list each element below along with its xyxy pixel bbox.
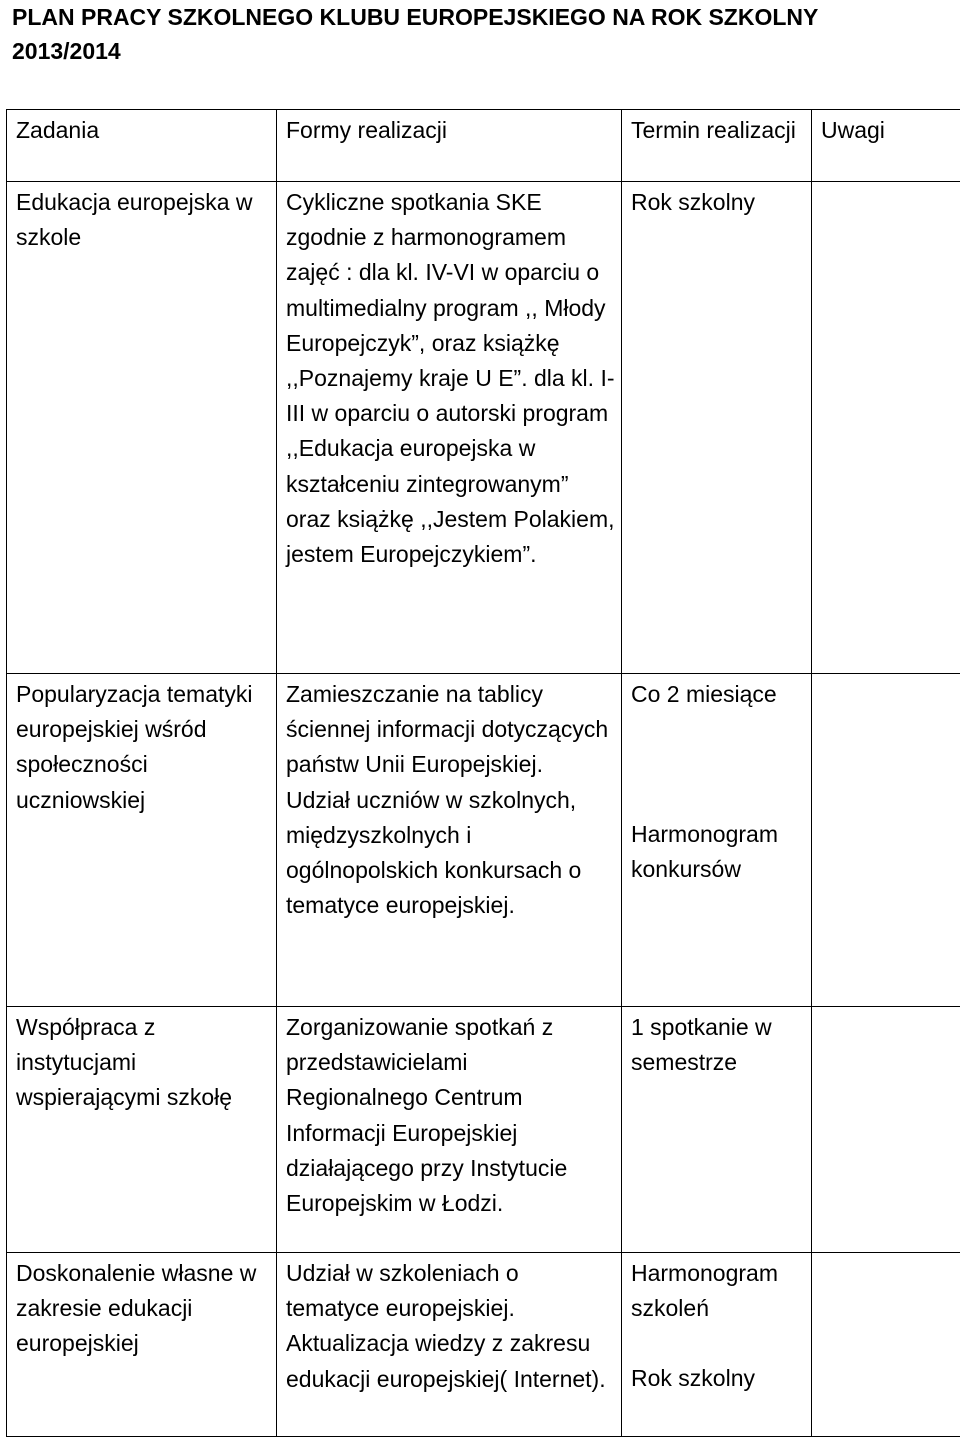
document-title-line1: PLAN PRACY SZKOLNEGO KLUBU EUROPEJSKIEGO NA ROK SZKOLNY	[12, 0, 952, 34]
document-title-line2: 2013/2014	[12, 34, 952, 68]
table-row	[7, 1253, 960, 1437]
table-header-row	[7, 110, 960, 182]
cell-termin-part1: Harmonogram szkoleń	[631, 1256, 805, 1326]
plan-table	[6, 109, 960, 1437]
cell-termin-part2: Harmonogram konkursów	[631, 817, 805, 887]
cell-zadania: Współpraca z instytucjami wspierającymi szkołę	[7, 1007, 277, 1253]
cell-formy	[277, 674, 622, 1007]
cell-formy	[277, 1253, 622, 1437]
cell-zadania: Popularyzacja tematyki europejskiej wśród społeczności uczniowskiej	[7, 674, 277, 1007]
cell-termin	[622, 1253, 812, 1437]
header-formy-realizacji: Formy realizacji	[277, 110, 622, 182]
cell-formy-part2: Udział uczniów w szkolnych, międzyszkolnych i ogólnopolskich konkursach o tematyce europejskiej.	[286, 783, 615, 924]
cell-formy-part1: Zamieszczanie na tablicy ściennej informacji dotyczących państw Unii Europejskiej.	[286, 677, 615, 783]
cell-spacer	[631, 1326, 805, 1361]
header-uwagi: Uwagi	[812, 110, 960, 182]
cell-uwagi	[812, 1253, 960, 1437]
table-row	[7, 1007, 960, 1253]
table-row	[7, 674, 960, 1007]
cell-uwagi	[812, 674, 960, 1007]
cell-formy-part2: Aktualizacja wiedzy z zakresu edukacji europejskiej( Internet).	[286, 1326, 615, 1396]
cell-termin: Rok szkolny	[622, 182, 812, 674]
table-row	[7, 182, 960, 674]
cell-spacer	[631, 782, 805, 817]
cell-formy: Zorganizowanie spotkań z przedstawicielami Regionalnego Centrum Informacji Europejskiej działającego przy Instytucie Europejskim w Łodzi.	[277, 1007, 622, 1253]
header-zadania: Zadania	[7, 110, 277, 182]
cell-uwagi	[812, 182, 960, 674]
cell-uwagi	[812, 1007, 960, 1253]
header-termin-realizacji: Termin realizacji	[622, 110, 812, 182]
cell-zadania: Edukacja europejska w szkole	[7, 182, 277, 674]
document-title	[12, 0, 952, 68]
cell-termin-part1: Co 2 miesiące	[631, 677, 805, 712]
cell-termin-part2: Rok szkolny	[631, 1361, 805, 1396]
cell-termin	[622, 674, 812, 1007]
cell-spacer	[631, 712, 805, 747]
cell-formy: Cykliczne spotkania SKE zgodnie z harmonogramem zajęć : dla kl. IV-VI w oparciu o multimedialny program ,, Młody Europejczyk”, oraz książkę ,,Poznajemy kraje U E”. dla kl. I-III w oparciu o autorski program ,,Edukacja europejska w kształceniu zintegrowanym” oraz książkę ,,Jestem Polakiem, jestem Europejczykiem”.	[277, 182, 622, 674]
cell-termin: 1 spotkanie w semestrze	[622, 1007, 812, 1253]
cell-formy-part1: Udział w szkoleniach o tematyce europejskiej.	[286, 1256, 615, 1326]
cell-zadania: Doskonalenie własne w zakresie edukacji europejskiej	[7, 1253, 277, 1437]
cell-spacer	[631, 747, 805, 782]
